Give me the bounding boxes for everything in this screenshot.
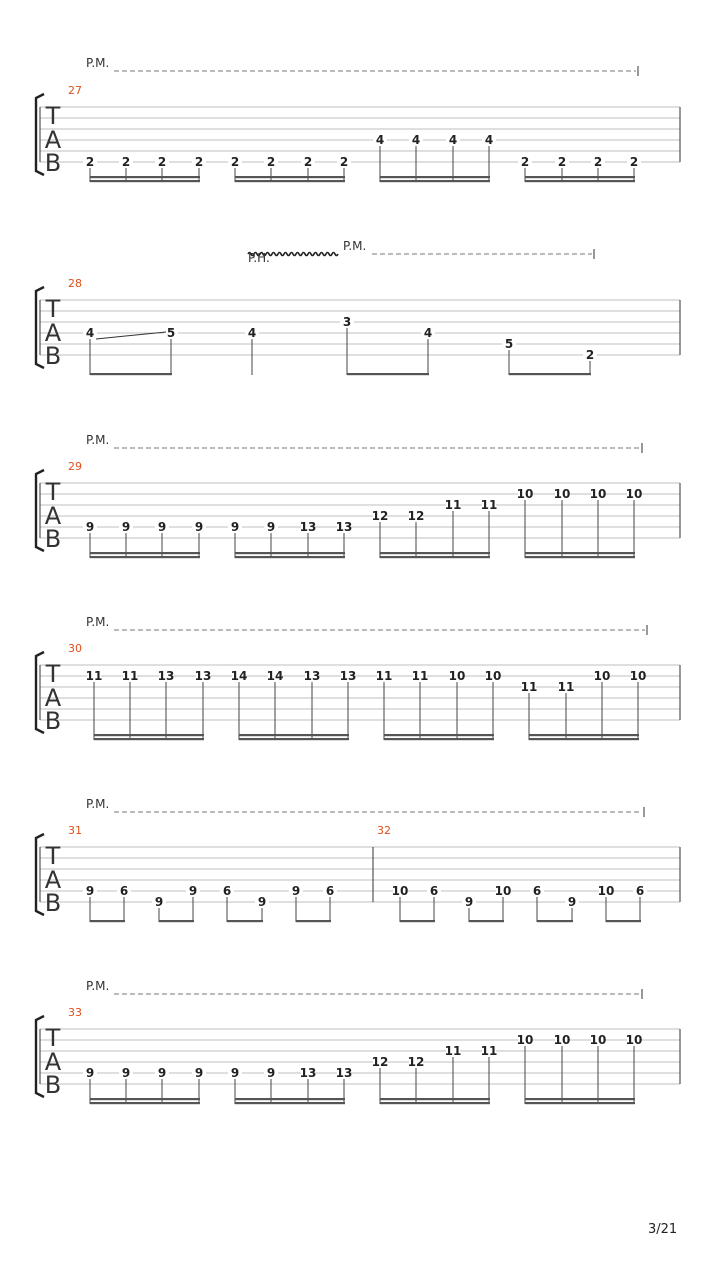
fret-number: 11	[411, 669, 429, 683]
fret-number: 5	[166, 326, 176, 340]
fret-number: 14	[266, 669, 284, 683]
beam	[90, 920, 125, 922]
beam	[90, 373, 172, 375]
fret-number: 4	[411, 133, 421, 147]
measure-number: 31	[68, 824, 82, 837]
measure	[68, 84, 680, 182]
tab-system	[36, 797, 680, 922]
beam	[469, 920, 504, 922]
beam	[537, 920, 573, 922]
tab-clef-letter: T	[45, 1024, 61, 1052]
fret-number: 12	[371, 1055, 389, 1069]
fret-number: 13	[194, 669, 212, 683]
fret-number: 10	[593, 669, 611, 683]
tab-clef-letter: A	[44, 126, 62, 154]
beam	[239, 738, 349, 740]
fret-number: 6	[532, 884, 542, 898]
beam	[529, 734, 639, 736]
fret-number: 4	[375, 133, 385, 147]
fret-number: 11	[557, 680, 575, 694]
fret-number: 2	[593, 155, 603, 169]
tab-clef-letter: B	[44, 707, 62, 735]
tab-clef-letter: T	[45, 102, 61, 130]
beam	[380, 176, 490, 178]
beam	[90, 180, 200, 182]
tab-system	[36, 239, 680, 375]
fret-number: 10	[625, 1033, 643, 1047]
fret-number: 10	[625, 487, 643, 501]
fret-number: 11	[444, 498, 462, 512]
tab-clef-letter: B	[44, 1071, 62, 1099]
beam	[90, 552, 200, 554]
beam	[159, 920, 194, 922]
fret-number: 9	[121, 1066, 131, 1080]
palm-mute-label: P.M.	[343, 239, 367, 253]
fret-number: 2	[85, 155, 95, 169]
beam	[235, 180, 345, 182]
beam	[400, 920, 435, 922]
tab-clef-letter: T	[45, 295, 61, 323]
fret-number: 2	[194, 155, 204, 169]
beam	[94, 734, 204, 736]
beam	[90, 1098, 200, 1100]
beam	[380, 552, 490, 554]
fret-number: 6	[429, 884, 439, 898]
fret-number: 3	[342, 315, 352, 329]
fret-number: 10	[448, 669, 466, 683]
pinch-harmonic-label: P.H.	[248, 251, 270, 265]
beam	[525, 176, 635, 178]
beam	[227, 920, 263, 922]
fret-number: 6	[119, 884, 129, 898]
fret-number: 10	[484, 669, 502, 683]
fret-number: 2	[230, 155, 240, 169]
tab-clef-letter: B	[44, 149, 62, 177]
fret-number: 4	[448, 133, 458, 147]
fret-number: 2	[557, 155, 567, 169]
beam	[90, 176, 200, 178]
fret-number: 9	[291, 884, 301, 898]
fret-number: 9	[85, 520, 95, 534]
measure	[68, 460, 680, 558]
fret-number: 13	[299, 1066, 317, 1080]
measure-number: 29	[68, 460, 82, 473]
fret-number: 2	[266, 155, 276, 169]
fret-number: 4	[247, 326, 257, 340]
fret-number: 12	[407, 1055, 425, 1069]
tab-clef-letter: B	[44, 342, 62, 370]
measure	[68, 642, 680, 740]
measure	[68, 1006, 680, 1104]
fret-number: 10	[589, 1033, 607, 1047]
tab-clef-letter: B	[44, 525, 62, 553]
beam	[384, 734, 494, 736]
measure	[68, 277, 680, 375]
fret-number: 9	[194, 1066, 204, 1080]
beam	[239, 734, 349, 736]
fret-number: 13	[335, 1066, 353, 1080]
fret-number: 9	[188, 884, 198, 898]
fret-number: 11	[480, 1044, 498, 1058]
measure-number: 33	[68, 1006, 82, 1019]
fret-number: 6	[222, 884, 232, 898]
fret-number: 9	[157, 1066, 167, 1080]
fret-number: 4	[484, 133, 494, 147]
tab-clef-letter: A	[44, 866, 62, 894]
beam	[347, 373, 429, 375]
beam	[90, 556, 200, 558]
fret-number: 11	[520, 680, 538, 694]
beam	[296, 920, 331, 922]
fret-number: 13	[339, 669, 357, 683]
palm-mute-label: P.M.	[86, 615, 110, 629]
fret-number: 11	[85, 669, 103, 683]
fret-number: 10	[494, 884, 512, 898]
beam	[235, 176, 345, 178]
tab-clef-letter: A	[44, 684, 62, 712]
tab-system	[36, 979, 680, 1104]
fret-number: 12	[371, 509, 389, 523]
beam	[94, 738, 204, 740]
palm-mute-label: P.M.	[86, 56, 110, 70]
fret-number: 9	[154, 895, 164, 909]
fret-number: 2	[303, 155, 313, 169]
fret-number: 2	[520, 155, 530, 169]
fret-number: 11	[444, 1044, 462, 1058]
fret-number: 9	[85, 1066, 95, 1080]
tab-system	[36, 433, 680, 558]
fret-number: 10	[516, 487, 534, 501]
beam	[606, 920, 641, 922]
beam	[529, 738, 639, 740]
fret-number: 12	[407, 509, 425, 523]
beam	[525, 556, 635, 558]
tab-system	[36, 615, 680, 740]
tab-clef-letter: A	[44, 1048, 62, 1076]
tab-clef-letter: T	[45, 842, 61, 870]
fret-number: 6	[325, 884, 335, 898]
fret-number: 13	[157, 669, 175, 683]
fret-number: 2	[121, 155, 131, 169]
fret-number: 10	[597, 884, 615, 898]
fret-number: 13	[303, 669, 321, 683]
beam	[380, 1098, 490, 1100]
fret-number: 4	[423, 326, 433, 340]
fret-number: 10	[553, 487, 571, 501]
fret-number: 13	[299, 520, 317, 534]
beam	[525, 180, 635, 182]
fret-number: 9	[230, 520, 240, 534]
fret-number: 9	[85, 884, 95, 898]
fret-number: 13	[335, 520, 353, 534]
fret-number: 10	[629, 669, 647, 683]
beam	[525, 1098, 635, 1100]
tab-clef-letter: T	[45, 660, 61, 688]
beam	[235, 1102, 345, 1104]
fret-number: 9	[257, 895, 267, 909]
tab-clef-letter: A	[44, 502, 62, 530]
fret-number: 14	[230, 669, 248, 683]
fret-number: 10	[589, 487, 607, 501]
fret-number: 2	[339, 155, 349, 169]
beam	[235, 552, 345, 554]
tab-clef-letter: A	[44, 319, 62, 347]
beam	[525, 1102, 635, 1104]
fret-number: 5	[504, 337, 514, 351]
beam	[90, 1102, 200, 1104]
tab-clef-letter: B	[44, 889, 62, 917]
beam	[509, 373, 591, 375]
beam	[380, 556, 490, 558]
fret-number: 10	[516, 1033, 534, 1047]
fret-number: 9	[157, 520, 167, 534]
beam	[235, 1098, 345, 1100]
tab-clef-letter: T	[45, 478, 61, 506]
beam	[384, 738, 494, 740]
palm-mute-label: P.M.	[86, 797, 110, 811]
beam	[380, 180, 490, 182]
fret-number: 9	[194, 520, 204, 534]
fret-number: 11	[121, 669, 139, 683]
fret-number: 10	[553, 1033, 571, 1047]
beam	[380, 1102, 490, 1104]
measure-number: 27	[68, 84, 82, 97]
fret-number: 9	[230, 1066, 240, 1080]
fret-number: 2	[629, 155, 639, 169]
beam	[235, 556, 345, 558]
fret-number: 10	[391, 884, 409, 898]
measure	[377, 824, 680, 922]
measure-number: 32	[377, 824, 391, 837]
fret-number: 11	[375, 669, 393, 683]
measure-number: 30	[68, 642, 82, 655]
palm-mute-label: P.M.	[86, 433, 110, 447]
tab-system	[36, 56, 680, 182]
beam	[525, 552, 635, 554]
page-number: 3/21	[648, 1222, 678, 1237]
measure-number: 28	[68, 277, 82, 290]
fret-number: 2	[157, 155, 167, 169]
fret-number: 9	[121, 520, 131, 534]
measure	[68, 824, 373, 922]
palm-mute-label: P.M.	[86, 979, 110, 993]
fret-number: 9	[567, 895, 577, 909]
fret-number: 6	[635, 884, 645, 898]
fret-number: 11	[480, 498, 498, 512]
fret-number: 9	[266, 1066, 276, 1080]
fret-number: 9	[266, 520, 276, 534]
fret-number: 9	[464, 895, 474, 909]
fret-number: 2	[585, 348, 595, 362]
fret-number: 4	[85, 326, 95, 340]
